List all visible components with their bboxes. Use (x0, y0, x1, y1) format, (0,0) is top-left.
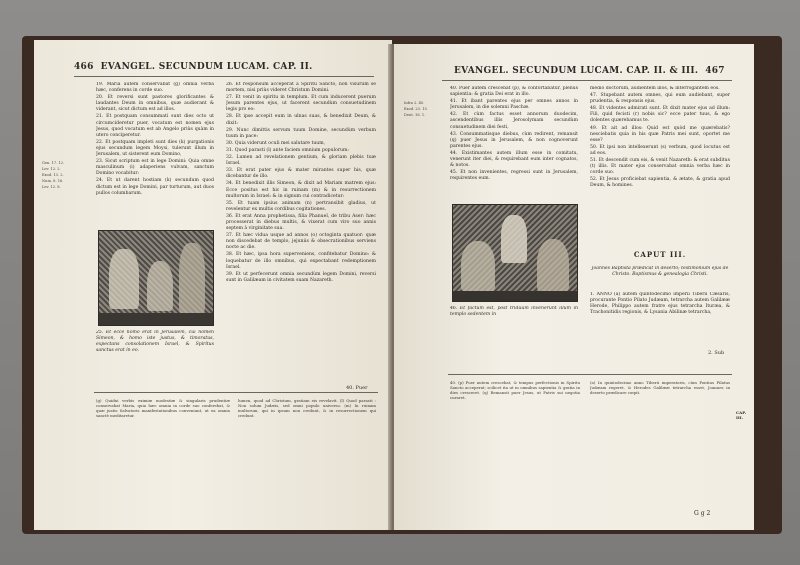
verse: 25. Et ecce homo erat in Jerusalem, cui nomen Simeon, & homo iste justus, & timoratus, expectans consolationem Israel, & Spiritus sanctus erat in eo. (96, 330, 214, 354)
left-footnotes-col-2: lumen, quod ad Christum, gratiam eis revelavit. (l) Quod parasti : Non solum Judæis, sed omni populo universo. (m) In ruinam multorum, qui in ipsum non credunt, & in resurrectionem qui credunt. (238, 398, 376, 418)
left-margin-references (42, 160, 72, 190)
right-header-title: EVANGEL. SECUNDUM LUCAM. CAP. II. & III. (454, 66, 699, 76)
left-footnotes-col-1: (g) Quidni verbis eximiæ modestiæ & singularis prudentiæ conservabat Maria, quia hæc omnia in corde suo conferebat, & quæ justis Salvatoris manifestationibus conveniunt, ut ea omnia sanctè meditaretur. (96, 398, 230, 418)
verse: 27. Et venit in spiritu in templum. Et cum inducerent puerum Jesum parentes ejus, ut facerent secundùm consuetudinem legis pro eo: (226, 95, 376, 113)
left-header-title: EVANGEL. SECUNDUM LUCAM. CAP. II. (100, 62, 313, 72)
margin-ref: Exod. 13. 2. (42, 173, 64, 177)
verse: 22. Et postquam impleti sunt dies (k) purgationis ejus secundum legem Moysi, tulerunt illum in Jerusalem, ut sisterent eum Domino, (96, 139, 214, 158)
margin-ref: Num. 8. 16. (42, 179, 64, 183)
right-notes-rule (448, 374, 732, 375)
verse: medio doctorum, audientem illos, & interrogantem eos. (590, 86, 720, 91)
right-header-rule (442, 80, 732, 81)
presentation-in-temple-engraving (98, 230, 214, 326)
verse: 30. Quia viderunt oculi mei salutare tuum, (226, 140, 326, 146)
verse: 24. Et ut darent hostiam (k) secundum quod dictum est in lege Domini, par turturum, aut duos pullos columbarum. (96, 178, 214, 196)
chapter-heading: CAPUT III. (633, 250, 687, 259)
verse: 37. Et hæc vidua usque ad annos (o) octoginta quatuor: quæ non discedebat de templo, jejuniis & obsecrationibus serviens nocte ac die. (226, 233, 376, 251)
right-margin-references (404, 100, 432, 118)
verse: 43. Consummatisque diebus, cùm redirent, remansit (q) puer Jesus in Jerusalem, & non cognoverunt parentes ejus. (450, 131, 578, 149)
verse: 46. Et factum est, post triduum invenerunt illum in templo sedentem in (450, 306, 578, 318)
verse: 39. Et ut perfecerunt omnia secundùm legem Domini, reversi sunt in Galilæam in civitatem suam Nazareth. (226, 271, 376, 283)
left-catchword: 40. Puer (346, 385, 368, 391)
verse: 34. Et benedixit illis Simeon, & dixit ad Mariam matrem ejus: Ecce positus est hic in ruinam (m) & in resurrectionem multorum in Israel: & in signum cui contradicetur: (226, 181, 376, 199)
verse: 36. Et erat Anna prophetissa, filia Phanuel, de tribu Aser: hæc processerat in diebus multis, & vixerat cum viro suo annis septem à virginitate sua. (226, 213, 376, 232)
right-column-2 (590, 86, 730, 246)
chapter-summary-text: Joannes Baptista prædicat in deserto; testimonium ejus de Christo. Baptismus & genealogia Christi. (591, 266, 729, 278)
verse: 45. Et non invenientes, regressi sunt in Jerusalem, requirentes eum. (450, 170, 578, 182)
verse: 23. Sicut scriptum est in lege Domini: Quia omne masculinum (i) adaperiens vulvam, sanctum Domino vocabitur: (96, 159, 214, 177)
verse: 35. Et tuam ipsius animam (n) pertransibit gladius, ut revelentur ex multis cordibus cogitationes. (226, 200, 376, 212)
left-header-rule (74, 76, 374, 77)
verse: 49. Et ait ad illos: Quid est quòd me quærebatis? nesciebatis quia in his quæ Patris mei sunt, oportet me esse? (590, 125, 730, 143)
margin-ref: Gen. 17. 12. (42, 161, 65, 165)
verse: 1. ANNO (a) autem quintodecimo imperii Tiberii Cæsaris, procurante Pontio Pilato Judæam, tetrarcha autem Galilææ Herode, Philippo autem fratre ejus tetrarcha Ituræa, & Trachonitidis regionis, & Lysania Abilinæ tetrarcha, (590, 292, 730, 316)
left-page-number: 466 (74, 62, 94, 72)
verse: 29. Nunc dimittis servum tuum Domine, secundùm verbum tuum in pace: (226, 127, 376, 139)
verse: 21. Et postquam consummati sunt dies octo ut circumcideretur puer, vocatum est nomen ejus Jesus, quod vocatum est ab Angelo priùs quàm in utero conciperetur. (96, 114, 214, 138)
right-footnotes-col-1: 40. (p) Puer autem crescebat, & tempus perfectionis in Spiritu Sancto acceperat; scilicet ita ut in omnibus sapientia & gratia in dies cresceret. (q) Remansit puer Jesus, ut Patris sui negotia curaret. (450, 380, 580, 400)
verse: 52. Et Jesus proficiebat sapientia, & ætate, & gratia apud Deum, & homines. (590, 177, 730, 189)
verse: 28. Et ipse accepit eum in ulnas suas, & benedixit Deum, & dixit: (226, 114, 376, 126)
verse: 33. Et erat pater ejus & mater mirantes super his, quæ dicebantur de illo. (226, 168, 376, 180)
right-column-1-caption (450, 306, 578, 328)
right-page-number: 467 (705, 66, 725, 76)
verse: 26. Et responsum acceperat à Spiritu Sancto, non visurum se mortem, nisi priùs videret Christum Domini. (226, 82, 376, 94)
verse: 40. Puer autem crescebat (p), & confortabatur, plenus sapientia: & gratia Dei erat in illo. (450, 86, 578, 98)
right-page (394, 44, 754, 530)
left-column-2 (226, 82, 376, 382)
margin-ref: Infra 2. 40. (404, 101, 425, 105)
margin-ref: Deut. 16. 1. (404, 113, 426, 117)
margin-ref: Exod. 23. 15. (404, 107, 428, 111)
margin-ref: Lev. 12. 8. (42, 185, 61, 189)
verse: 41. Et ibant parentes ejus per omnes annos in Jerusalem, in die solemni Paschæ. (450, 99, 578, 111)
verse: 44. Existimantes autem illum esse in comitatu, venerunt iter diei, & requirebant eum inter cognatos, & notos. (450, 150, 578, 169)
chapter-opening (590, 292, 730, 348)
verse: 32. Lumen ad revelationem gentium, & gloriam plebis tuæ Israel. (226, 155, 376, 167)
right-footnotes-col-2: (a) In quintodecimo anno Tiberii imperatoris, cùm Pontius Pilatus Judæam regeret, & Herodes Galilææ tetrarcha esset, Joannes in deserto prædicare cœpit. (590, 380, 730, 395)
margin-ref: Lev. 12. 2. (42, 167, 61, 171)
signature-mark: G g 2 (694, 510, 711, 517)
left-column-1-caption (96, 330, 214, 370)
verse: 31. Quod parasti (l) ante faciem omnium populorum: (226, 147, 349, 153)
right-side-label: CAP. III. (736, 410, 747, 420)
right-catchword: 2. Sub (708, 350, 725, 356)
right-page-header (454, 66, 725, 76)
jesus-among-doctors-engraving (452, 204, 578, 302)
verse: 20. Et reversi sunt pastores glorificantes & laudantes Deum in omnibus, quæ audierant & viderant, sicut dictum est ad illos. (96, 95, 214, 113)
verse: 19. Maria autem conservabat (g) omnia verba hæc, conferens in corde suo. (96, 82, 214, 94)
verse: 50. Et ipsi non intellexerunt (s) verbum, quod locutus est ad eos. (590, 144, 730, 156)
verse: 38. Et hæc, ipsa hora superveniens, confitebatur Domino: & loquebatur de illo omnibus, qui expectabant redemptionem Israel. (226, 252, 376, 270)
left-page-header (74, 62, 313, 72)
verse: 42. Et cùm factus esset annorum duodecim, ascendentibus illis Jerosolymam secundùm consuetudinem diei festi, (450, 112, 578, 130)
verse: 48. Et videntes admirati sunt. Et dixit mater ejus ad illum: Fili, quid fecisti (r) nobis sic? ecce pater tuus, & ego dolentes quærebamus te. (590, 106, 730, 124)
chapter-summary (590, 266, 730, 286)
verse: 47. Stupebant autem omnes, qui eum audiebant, super prudentia, & responsis ejus. (590, 93, 730, 105)
verse: 51. Et descendit cum eis, & venit Nazareth: & erat subditus (t) illis. Et mater ejus conservabat omnia verba hæc in corde suo. (590, 158, 730, 176)
left-page (34, 40, 392, 530)
left-notes-rule (94, 392, 378, 393)
